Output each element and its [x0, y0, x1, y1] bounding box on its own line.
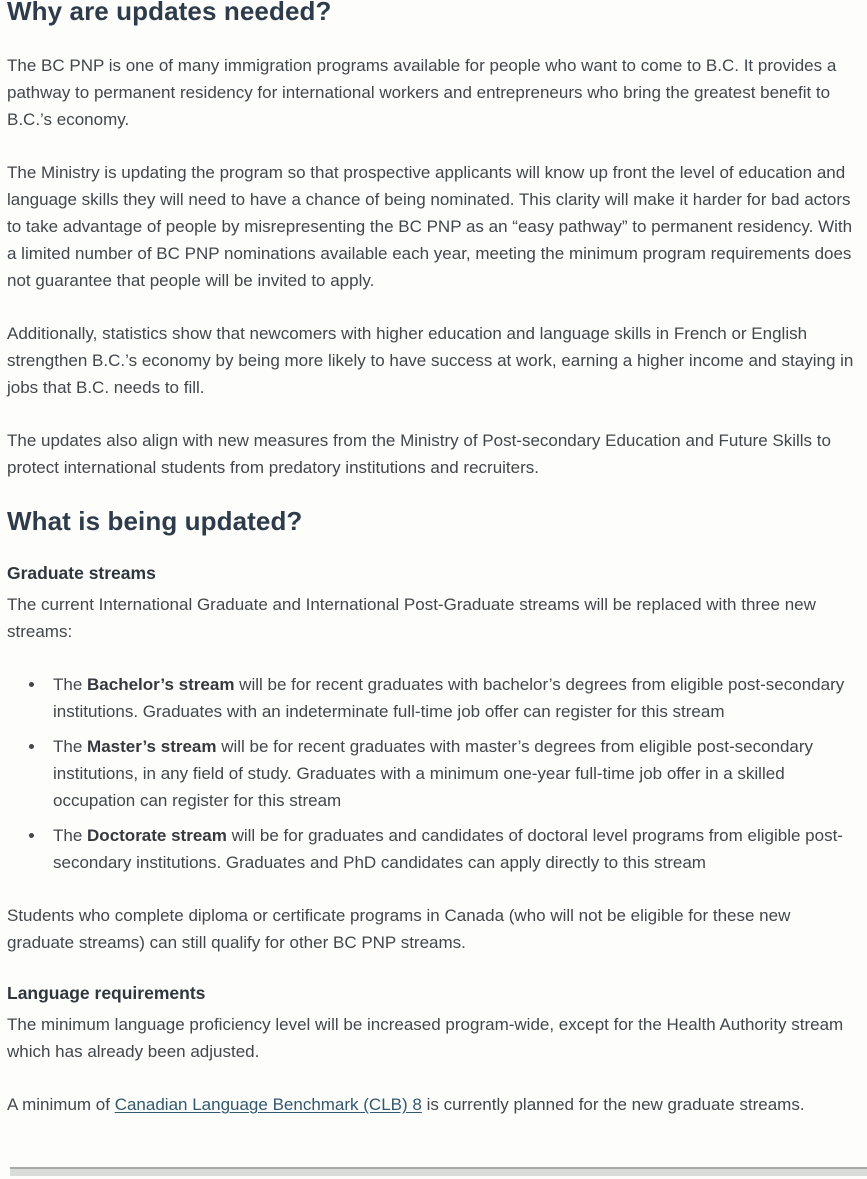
section-heading-what-is-updated: What is being updated? — [7, 506, 303, 537]
list-item-text: The — [53, 826, 88, 846]
paragraph-text: A minimum of — [7, 1094, 115, 1114]
subheading-language-requirements: Language requirements — [7, 983, 206, 1004]
stream-name-bold: Master’s stream — [87, 737, 217, 757]
section-heading-why-updates-needed: Why are updates needed? — [7, 0, 332, 26]
paragraph-text: is currently planned for the new graduate streams. — [421, 1094, 805, 1114]
paragraph-ministry-updating: The Ministry is updating the program so that prospective applicants will know up front the level of education and language skills they will need to have a chance of being nominated. This clarity will make it harder for bad actors to take advantage of people by misrepresenting the BC PNP as an “easy pathway” to permanent residency. With a limited number of BC PNP nominations available each year, meeting the minimum program requirements does not guarantee that people will be invited to apply. — [7, 163, 853, 291]
paragraph-minimum-language: The minimum language proficiency level will be increased program-wide, except for the Health Authority stream which has already been adjusted. — [7, 1014, 844, 1061]
paragraph-streams-replaced: The current International Graduate and International Post-Graduate streams will be replaced with three new streams: — [7, 595, 816, 642]
list-item-masters-stream — [46, 733, 859, 814]
list-item-text: The — [53, 737, 88, 757]
paragraph-clb-minimum — [7, 1091, 859, 1118]
paragraph-diploma-certificate: Students who complete diploma or certificate programs in Canada (who will not be eligible for these new graduate streams) can still qualify for other BC PNP streams. — [7, 906, 791, 953]
stream-name-bold: Bachelor’s stream — [87, 675, 235, 695]
paragraph-bcpnp-overview: The BC PNP is one of many immigration programs available for people who want to come to B.C. It provides a pathway to permanent residency for international workers and entrepreneurs who bring the greatest benefit to B.C.’s economy. — [7, 56, 837, 130]
list-item-text: will be for graduates and candidates of doctoral level programs from eligible post-secondary institutions. Graduates and PhD candidates can apply directly to this stream — [53, 826, 843, 873]
clb-benchmark-link[interactable]: Canadian Language Benchmark (CLB) 8 — [114, 1094, 422, 1114]
paragraph-align-measures: The updates also align with new measures from the Ministry of Post-secondary Education and Future Skills to protect international students from predatory institutions and recruiters. — [7, 431, 831, 478]
stream-name-bold: Doctorate stream — [87, 826, 227, 846]
cropped-bottom-element-edge — [10, 1167, 867, 1176]
list-item-text: will be for recent graduates with bachelor’s degrees from eligible post-secondary institutions. Graduates with an indeterminate full-time job offer can register for this stream — [53, 675, 845, 722]
list-item-text: The — [53, 675, 88, 695]
paragraph-statistics: Additionally, statistics show that newcomers with higher education and language skills in French or English strengthen B.C.’s economy by being more likely to have success at work, earning a higher income and staying in jobs that B.C. needs to fill. — [7, 324, 854, 398]
graduate-streams-list — [7, 671, 859, 876]
list-item-doctorate-stream — [46, 822, 859, 876]
subheading-graduate-streams: Graduate streams — [7, 563, 156, 584]
list-item-text: will be for recent graduates with master’s degrees from eligible post-secondary institutions, in any field of study. Graduates with a minimum one-year full-time job offer in a skilled occupation can register for this stream — [53, 737, 814, 811]
list-item-bachelors-stream — [46, 671, 859, 725]
